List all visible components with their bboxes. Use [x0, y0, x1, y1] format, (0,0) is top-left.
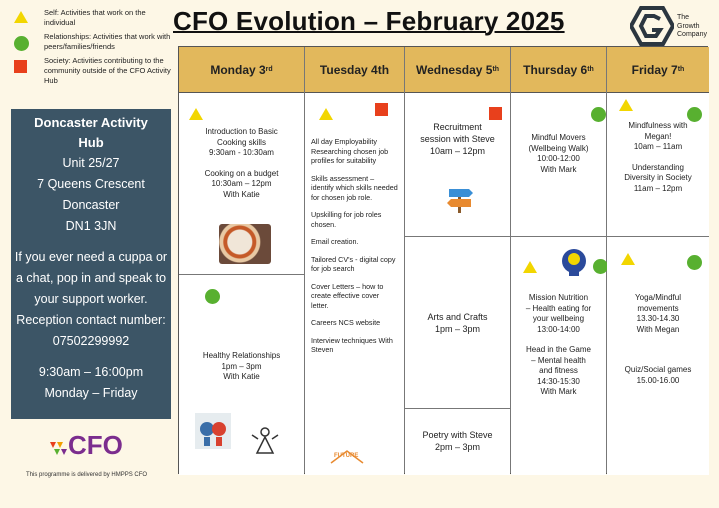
activity-title: Head in the Game [526, 345, 591, 354]
cell-friday-pm [607, 237, 709, 475]
hub-address-line: Unit 25/27 [62, 156, 120, 170]
hub-days: Monday – Friday [44, 386, 138, 400]
day-header-wednesday: Wednesday 5 th [405, 47, 510, 93]
activity-title: Poetry with Steve [422, 430, 493, 440]
day-header-friday: Friday 7 th [607, 47, 709, 93]
circle-icon [687, 255, 702, 270]
hub-address-line: DN1 3JN [65, 219, 117, 233]
employability-item: Email creation. [311, 237, 359, 246]
employability-item: Interview techniques With Steven [311, 335, 393, 354]
footer-note: This programme is delivered by HMPPS CFO [26, 472, 148, 478]
square-icon [375, 103, 388, 116]
hub-message-line: If you ever need a cuppa or [14, 250, 168, 264]
column-thursday [511, 47, 607, 473]
hub-message-line: Reception contact number: [16, 313, 166, 327]
activity-title: Mindfulness with [628, 121, 688, 130]
activity-host: With Katie [223, 189, 260, 199]
growth-company-logo [630, 6, 715, 46]
activity-time: 10:00-12:00 [537, 154, 580, 163]
future-logo [327, 447, 367, 467]
employability-item: Cover Letters – how to create effective cover letter. [311, 281, 384, 310]
employability-item: Careers NCS website [311, 318, 381, 327]
day-header-tuesday: Tuesday 4th [305, 47, 404, 93]
activity-time: 10:30am – 12pm [211, 179, 272, 188]
day-header-thursday: Thursday 6 th [511, 47, 606, 93]
legend-relationships [12, 32, 172, 52]
activity-time: 2pm – 3pm [434, 442, 481, 452]
hub-phone: 07502299992 [52, 334, 130, 348]
hub-address-line: 7 Queens Crescent [37, 177, 145, 191]
relationships-illustration-icon [195, 413, 231, 449]
hub-message-line: a chat, pop in and speak to [15, 271, 167, 285]
day-header-monday: Monday 3 rd [179, 47, 304, 93]
legend-self-text: Self: Activities that work on the individual [44, 8, 146, 27]
activity-title: session with Steve [420, 134, 495, 144]
activity-title: Understanding [631, 162, 685, 172]
activity-time: 9:30am - 10:30am [209, 148, 274, 157]
people-network-icon [249, 425, 281, 455]
column-wednesday [405, 47, 511, 473]
cooking-food-image [219, 224, 271, 264]
activity-title: Mission Nutrition [528, 293, 589, 302]
hub-address-line: Doncaster [62, 198, 120, 212]
cfo-logo [48, 432, 138, 462]
cell-wednesday-pm1 [405, 237, 510, 409]
cell-thursday-pm [511, 237, 606, 475]
page-title: CFO Evolution – February 2025 [173, 6, 565, 36]
cell-wednesday-pm2 [405, 409, 510, 475]
activity-host: With Katie [223, 372, 260, 381]
hub-title-line1: Doncaster Activity [34, 115, 148, 130]
cell-thursday-am [511, 93, 606, 237]
cfo-logo-text: CFO [68, 430, 123, 460]
circle-icon [687, 107, 702, 122]
column-monday [179, 47, 305, 473]
logo-line3: Company [677, 31, 707, 38]
circle-icon [14, 36, 29, 51]
activity-title: Diversity in Society [624, 173, 692, 182]
activity-host: With Mark [540, 387, 577, 396]
triangle-icon [621, 253, 635, 265]
activity-title: Yoga/Mindful [635, 293, 681, 302]
activity-time: 10am – 11am [633, 142, 683, 151]
hub-title-line2: Hub [78, 135, 104, 150]
growth-company-mark-icon [630, 6, 674, 46]
circle-icon [205, 289, 220, 304]
hub-message-line: your support worker. [34, 292, 148, 306]
future-logo-text: FUTURE [334, 453, 359, 459]
employability-item: Tailored CV's - digital copy for job search [311, 254, 396, 273]
triangle-icon [189, 108, 203, 120]
column-tuesday [305, 47, 405, 473]
triangle-icon [619, 99, 633, 111]
activity-time: 13:00-14:00 [537, 324, 580, 334]
circle-icon [591, 107, 606, 122]
activity-time: 11am – 12pm [633, 183, 683, 193]
cell-wednesday-am [405, 93, 510, 237]
activity-time: 10am – 12pm [429, 146, 486, 156]
activity-title: Megan! [644, 131, 672, 141]
activity-title: movements [637, 303, 679, 313]
circle-icon [593, 259, 608, 274]
legend-society [12, 56, 172, 86]
logo-line2: Growth [677, 22, 700, 30]
cell-monday-pm [179, 275, 304, 475]
hub-info-panel [11, 109, 171, 419]
activity-title: your wellbeing [532, 314, 585, 323]
activity-title: – Mental health [531, 355, 586, 365]
legend-society-text: Society: Activities contributing to the community outside of the CFO Activity Hub [44, 56, 171, 85]
activity-host: With Megan [636, 324, 680, 334]
cell-tuesday-allday [305, 93, 404, 475]
activity-title: Quiz/Social games [624, 365, 692, 374]
employability-item: Upskilling for job roles chosen. [311, 210, 382, 229]
activity-title: Arts and Crafts [427, 312, 488, 322]
activity-title: Mindful Movers [531, 133, 586, 142]
cell-monday-am [179, 93, 304, 275]
square-icon [489, 107, 502, 120]
activity-title: (Wellbeing Walk) [528, 143, 589, 153]
activity-title: Recruitment [433, 122, 482, 132]
legend-relationships-text: Relationships: Activities that work with peers/families/friends [44, 32, 171, 51]
signpost-icon [445, 185, 475, 215]
activity-title: – Health eating for [525, 303, 592, 313]
activity-time: 15.00-16.00 [636, 375, 680, 385]
activity-title: Introduction to Basic [205, 127, 278, 136]
employability-item: All day Employability Researching chosen job profiles for suitability [311, 137, 389, 165]
activity-title: and fitness [539, 366, 578, 375]
activity-host: With Mark [540, 164, 577, 174]
triangle-icon [319, 108, 333, 120]
legend-self [12, 8, 172, 28]
timetable-grid [178, 46, 708, 474]
hub-hours: 9:30am – 16:00pm [38, 365, 144, 379]
square-icon [14, 60, 27, 73]
activity-title: Cooking skills [217, 137, 266, 147]
employability-item: Skills assessment – identify which skills needed for chosen job role. [311, 173, 398, 202]
logo-line1: The [677, 14, 690, 21]
triangle-icon [523, 261, 537, 273]
cell-friday-am [607, 93, 709, 237]
activity-time: 1pm – 3pm [221, 361, 262, 371]
triangle-icon [14, 11, 28, 23]
mental-health-head-icon [559, 247, 589, 277]
activity-time: 13.30-14.30 [636, 314, 680, 323]
activity-time: 1pm – 3pm [434, 324, 481, 334]
legend [12, 8, 172, 90]
column-friday [607, 47, 709, 473]
activity-title: Healthy Relationships [202, 351, 281, 360]
activity-title: Cooking on a budget [204, 168, 279, 178]
activity-time: 14:30-15:30 [537, 376, 580, 386]
